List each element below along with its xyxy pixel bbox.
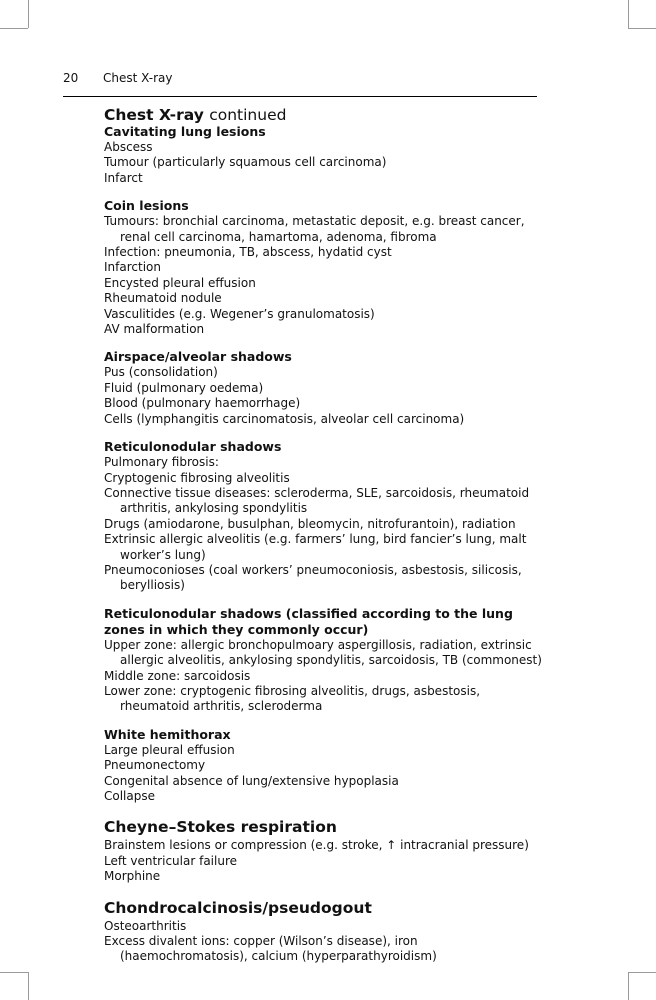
crop-mark-top-left-vertical [28,0,29,28]
subsection-heading: Reticulonodular shadows (classified according to the lung zones in which they commonly occur) [104,605,513,637]
section-cheyne-stokes-respiration [104,818,544,884]
subsection-reticulonodular-shadows-by-zone [104,606,544,715]
list-item: Osteoarthritis [104,918,187,933]
list-item: Tumour (particularly squamous cell carcinoma) [104,155,387,170]
subsection-cavitating-lung-lesions [104,124,544,186]
list-item: Pneumoconioses (coal workers’ pneumoconiosis, asbestosis, silicosis, berylliosis) [104,562,522,593]
list-item: Pneumonectomy [104,758,206,773]
list-item: Infection: pneumonia, TB, abscess, hydatid cyst [104,245,392,260]
list-item: Encysted pleural effusion [104,275,256,290]
section-title: Chondrocalcinosis/pseudogout [104,898,372,917]
crop-mark-top-right-horizontal [628,28,656,29]
list-item: Excess divalent ions: copper (Wilson’s disease), iron (haemochromatosis), calcium (hyperparathyroidism) [104,934,437,964]
header-rule [63,96,537,97]
crop-mark-bottom-left-vertical [28,972,29,1000]
subsection-airspace-alveolar-shadows [104,349,544,427]
list-item: Left ventricular failure [104,853,237,868]
list-item: Blood (pulmonary haemorrhage) [104,396,301,411]
section-chondrocalcinosis-pseudogout [104,899,544,965]
list-item: Cryptogenic fibrosing alveolitis [104,470,290,485]
crop-mark-top-left-horizontal [0,28,28,29]
crop-mark-bottom-left-horizontal [0,972,28,973]
crop-mark-top-right-vertical [628,0,629,28]
section-chest-xray [104,106,544,804]
list-item: Abscess [104,140,153,154]
list-item: Pus (consolidation) [104,365,218,380]
list-item: Fluid (pulmonary oedema) [104,380,264,395]
subsection-heading: Airspace/alveolar shadows [104,349,292,365]
section-title: Cheyne–Stokes respiration [104,818,337,837]
list-item: Congenital absence of lung/extensive hypoplasia [104,773,399,788]
list-item: Connective tissue diseases: scleroderma, SLE, sarcoidosis, rheumatoid arthritis, ankylosing spondylitis [104,485,530,516]
section-title [104,106,544,124]
section-title-text: Chest X-ray [104,106,204,124]
running-head [63,70,172,86]
list-item: Drugs (amiodarone, busulphan, bleomycin, nitrofurantoin), radiation [104,516,516,531]
running-title: Chest X-ray [103,71,173,85]
subsection-coin-lesions [104,198,544,337]
subsection-heading: White hemithorax [104,726,231,742]
subsection-heading: Coin lesions [104,198,189,214]
list-item: Tumours: bronchial carcinoma, metastatic deposit, e.g. breast cancer, renal cell carcinoma, hamartoma, adenoma, fibroma [104,214,525,244]
list-item: Extrinsic allergic alveolitis (e.g. farmers’ lung, bird fancier’s lung, malt worker’s lung) [104,532,527,562]
subsection-heading: Reticulonodular shadows [104,439,282,455]
list-item: Pulmonary fibrosis: [104,455,219,470]
page-number: 20 [63,71,79,85]
subsection-heading: Cavitating lung lesions [104,124,266,139]
page-content [104,106,544,965]
list-item: Rheumatoid nodule [104,291,222,306]
list-item: Collapse [104,789,155,803]
list-item: Large pleural effusion [104,742,235,757]
list-item: Middle zone: sarcoidosis [104,668,251,683]
list-item: Morphine [104,869,161,884]
subsection-white-hemithorax [104,727,544,805]
list-item: Vasculitides (e.g. Wegener’s granulomatosis) [104,306,375,321]
crop-mark-bottom-right-vertical [628,972,629,1000]
list-item: AV malformation [104,322,205,337]
list-item: Cells (lymphangitis carcinomatosis, alveolar cell carcinoma) [104,411,465,426]
list-item: Lower zone: cryptogenic fibrosing alveolitis, drugs, asbestosis, rheumatoid arthritis, scleroderma [104,683,481,714]
subsection-reticulonodular-shadows [104,439,544,594]
list-item: Brainstem lesions or compression (e.g. stroke, ↑ intracranial pressure) [104,838,529,853]
list-item: Infarction [104,260,161,275]
list-item: Upper zone: allergic bronchopulmoary aspergillosis, radiation, extrinsic allergic alveolitis, ankylosing spondylitis, sarcoidosis, TB (commonest) [104,637,542,668]
list-item: Infarct [104,170,143,185]
section-title-suffix: continued [209,106,287,124]
crop-mark-bottom-right-horizontal [628,972,656,973]
